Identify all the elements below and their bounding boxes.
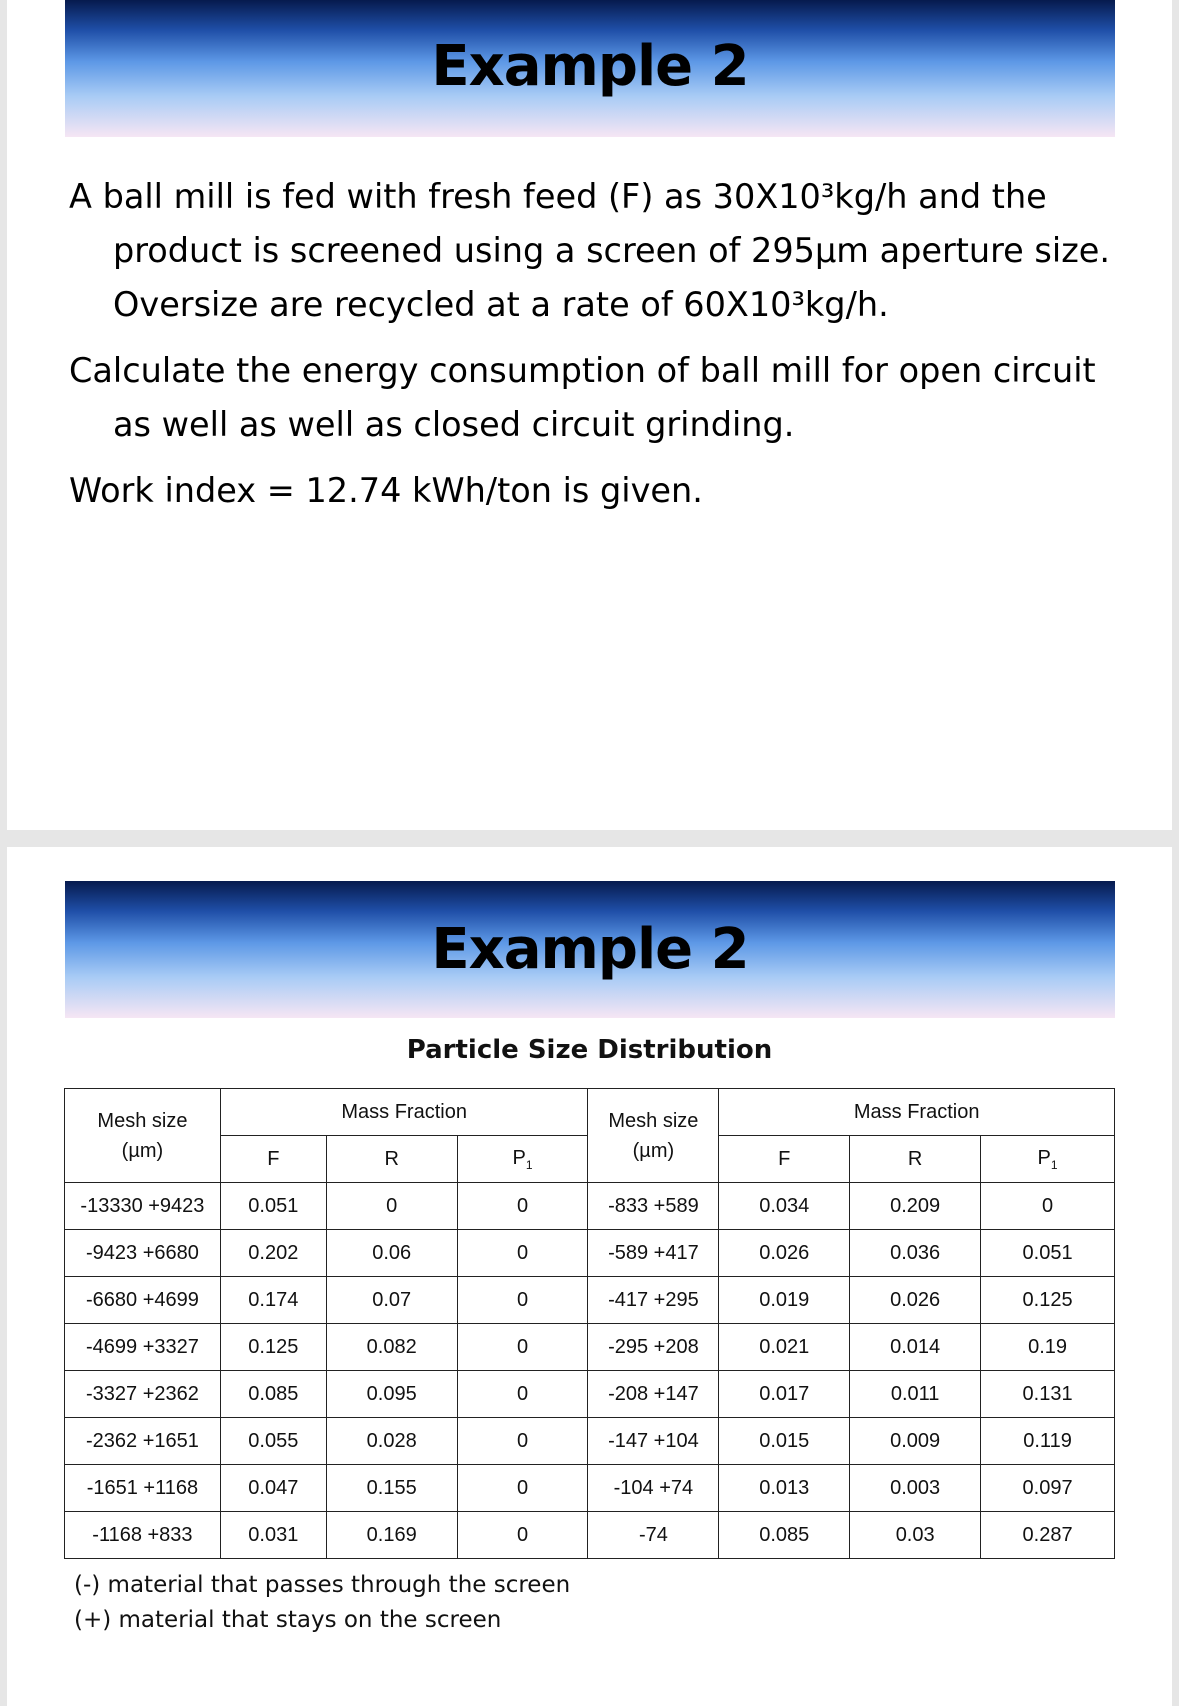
mesh-cell: -4699 +3327: [65, 1324, 221, 1371]
col-header-f: F: [220, 1136, 326, 1183]
table-row: [65, 1512, 1115, 1559]
f-cell: 0.021: [719, 1324, 850, 1371]
p1-cell: 0: [457, 1371, 588, 1418]
mesh-size-header-left: [65, 1089, 221, 1183]
f-cell: 0.174: [220, 1277, 326, 1324]
f-cell: 0.026: [719, 1230, 850, 1277]
mesh-cell: -1651 +1168: [65, 1465, 221, 1512]
mesh-cell: -208 +147: [588, 1371, 719, 1418]
p1-cell: 0.097: [981, 1465, 1115, 1512]
col-header-r: R: [326, 1136, 457, 1183]
table-row: [65, 1230, 1115, 1277]
p1-cell: 0: [457, 1324, 588, 1371]
f-cell: 0.051: [220, 1183, 326, 1230]
col-header-p1: $P_1$: [457, 1136, 588, 1183]
r-cell: 0.169: [326, 1512, 457, 1559]
slide-2-title: Example 2: [431, 917, 749, 982]
r-cell: 0.03: [850, 1512, 981, 1559]
f-cell: 0.034: [719, 1183, 850, 1230]
slide-1-title: Example 2: [431, 34, 749, 99]
col-header-r: R: [850, 1136, 981, 1183]
mesh-cell: -417 +295: [588, 1277, 719, 1324]
r-cell: 0.009: [850, 1418, 981, 1465]
mesh-cell: -9423 +6680: [65, 1230, 221, 1277]
p1-cell: 0: [457, 1465, 588, 1512]
f-cell: 0.085: [220, 1371, 326, 1418]
r-cell: 0.155: [326, 1465, 457, 1512]
f-cell: 0.015: [719, 1418, 850, 1465]
mesh-size-label: Mesh size: [97, 1109, 188, 1132]
f-cell: 0.019: [719, 1277, 850, 1324]
f-cell: 0.047: [220, 1465, 326, 1512]
note-plus: (+) material that stays on the screen: [74, 1607, 502, 1633]
r-cell: 0.028: [326, 1418, 457, 1465]
r-cell: 0: [326, 1183, 457, 1230]
slide-2-title-banner: [65, 881, 1115, 1018]
table-title: Particle Size Distribution: [406, 1035, 773, 1065]
p1-cell: 0.125: [981, 1277, 1115, 1324]
f-cell: 0.055: [220, 1418, 326, 1465]
table-row: [65, 1418, 1115, 1465]
table-row: [65, 1371, 1115, 1418]
mesh-cell: -589 +417: [588, 1230, 719, 1277]
r-cell: 0.06: [326, 1230, 457, 1277]
f-cell: 0.031: [220, 1512, 326, 1559]
p1-cell: 0: [457, 1277, 588, 1324]
table-notes: [74, 1568, 570, 1638]
r-cell: 0.07: [326, 1277, 457, 1324]
mesh-cell: -833 +589: [588, 1183, 719, 1230]
r-cell: 0.014: [850, 1324, 981, 1371]
p1-cell: 0.19: [981, 1324, 1115, 1371]
note-minus: (-) material that passes through the screen: [74, 1572, 571, 1598]
p1-cell: 0.287: [981, 1512, 1115, 1559]
r-cell: 0.209: [850, 1183, 981, 1230]
p1-cell: 0: [981, 1183, 1115, 1230]
p1-cell: 0: [457, 1230, 588, 1277]
r-cell: 0.082: [326, 1324, 457, 1371]
particle-size-table: [64, 1088, 1115, 1559]
r-cell: 0.095: [326, 1371, 457, 1418]
r-cell: 0.036: [850, 1230, 981, 1277]
f-cell: 0.085: [719, 1512, 850, 1559]
mesh-size-header-right: [588, 1089, 719, 1183]
slide-1-title-banner: [65, 0, 1115, 137]
mesh-cell: -147 +104: [588, 1418, 719, 1465]
table-row: [65, 1277, 1115, 1324]
r-cell: 0.003: [850, 1465, 981, 1512]
f-cell: 0.125: [220, 1324, 326, 1371]
col-header-f: F: [719, 1136, 850, 1183]
table-row: [65, 1465, 1115, 1512]
mesh-cell: -104 +74: [588, 1465, 719, 1512]
mesh-size-unit: (µm): [121, 1139, 164, 1162]
mesh-cell: -3327 +2362: [65, 1371, 221, 1418]
mesh-cell: -13330 +9423: [65, 1183, 221, 1230]
problem-statement: [69, 170, 1129, 530]
problem-paragraph-1: A ball mill is fed with fresh feed (F) as 30X10³kg/h and the product is screened using a screen of 295µm aperture size. Oversize are recycled at a rate of 60X10³kg/h.: [69, 177, 1111, 324]
mesh-cell: -6680 +4699: [65, 1277, 221, 1324]
f-cell: 0.013: [719, 1465, 850, 1512]
p1-cell: 0.119: [981, 1418, 1115, 1465]
problem-paragraph-3: Work index = 12.74 kWh/ton is given.: [69, 471, 703, 510]
mesh-size-unit: (µm): [632, 1139, 675, 1162]
mesh-cell: -74: [588, 1512, 719, 1559]
problem-paragraph-2: Calculate the energy consumption of ball mill for open circuit as well as well as closed circuit grinding.: [69, 351, 1096, 444]
f-cell: 0.017: [719, 1371, 850, 1418]
mass-fraction-header-left: Mass Fraction: [220, 1089, 588, 1136]
col-header-p1: $P_1$: [981, 1136, 1115, 1183]
r-cell: 0.011: [850, 1371, 981, 1418]
mesh-size-label: Mesh size: [608, 1109, 699, 1132]
p1-cell: 0: [457, 1512, 588, 1559]
p1-cell: 0.131: [981, 1371, 1115, 1418]
p1-cell: 0.051: [981, 1230, 1115, 1277]
mesh-cell: -295 +208: [588, 1324, 719, 1371]
p1-cell: 0: [457, 1183, 588, 1230]
mass-fraction-header-right: Mass Fraction: [719, 1089, 1115, 1136]
r-cell: 0.026: [850, 1277, 981, 1324]
mesh-cell: -1168 +833: [65, 1512, 221, 1559]
p1-cell: 0: [457, 1418, 588, 1465]
table-row: [65, 1324, 1115, 1371]
mesh-cell: -2362 +1651: [65, 1418, 221, 1465]
table-row: [65, 1183, 1115, 1230]
f-cell: 0.202: [220, 1230, 326, 1277]
